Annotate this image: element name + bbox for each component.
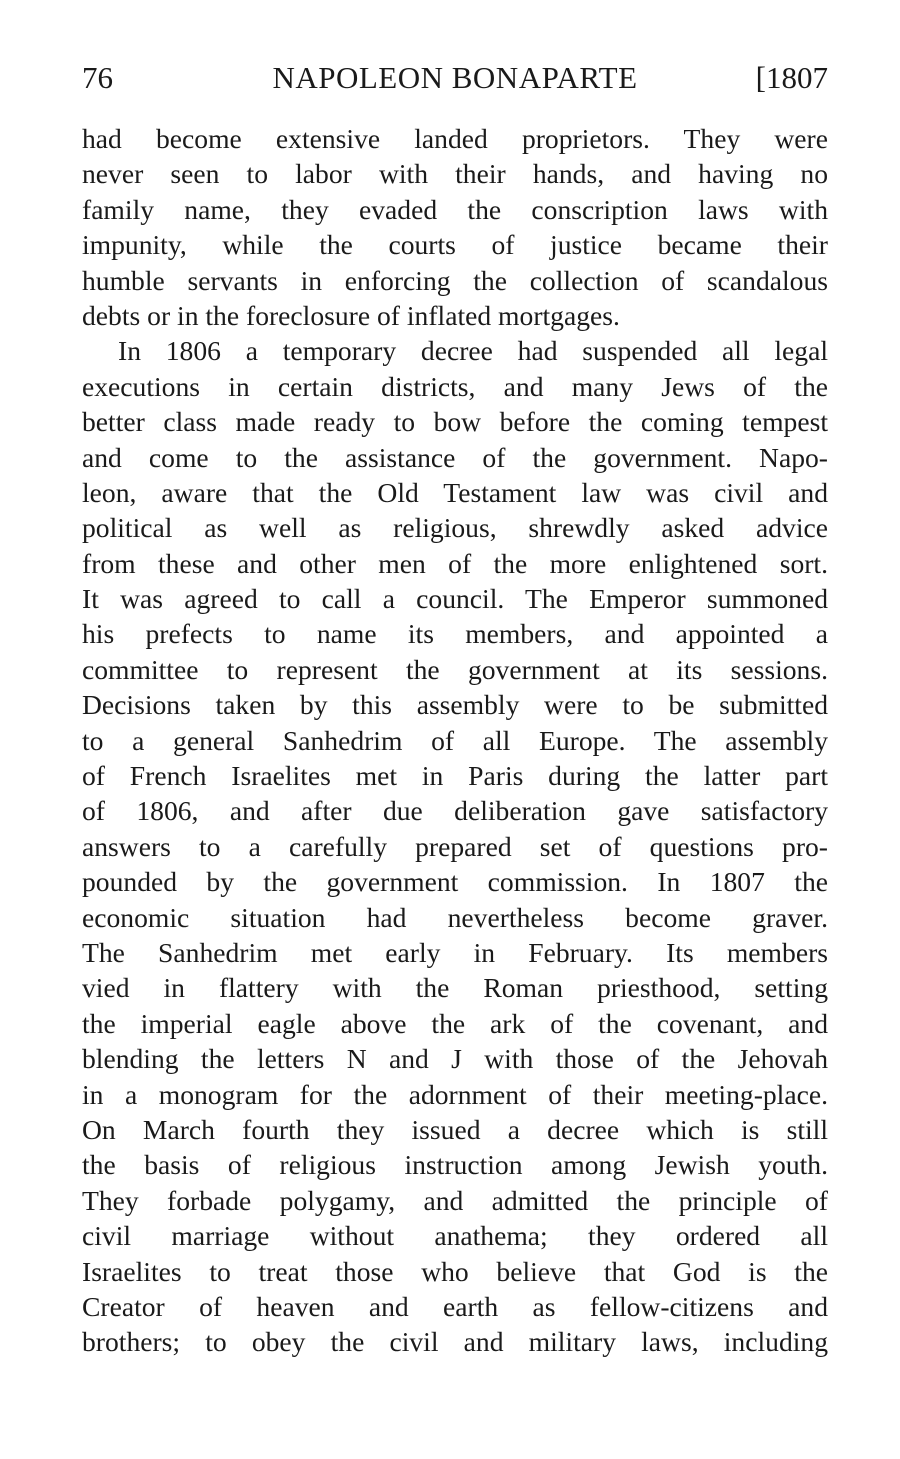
body-text [82,121,828,1360]
text-line: blending the letters N and J with those of the Jehovah [82,1043,828,1075]
text-line: debts or in the foreclosure of inflated mortgages. [82,299,620,331]
text-line: vied in flattery with the Roman priesthood, setting [82,972,828,1004]
text-line: humble servants in enforcing the collection of scandalous [82,264,828,296]
text-line: in a monogram for the adornment of their meeting-place. [82,1078,828,1110]
text-line: family name, they evaded the conscription laws with [82,193,828,225]
text-line: Creator of heaven and earth as fellow-citizens and [82,1290,828,1322]
text-line: impunity, while the courts of justice became their [82,229,828,261]
text-line: had become extensive landed proprietors. They were [82,123,828,154]
text-line: never seen to labor with their hands, and having no [82,158,828,190]
text-line: pounded by the government commission. In 1807 the [82,866,828,898]
text-line: his prefects to name its members, and appointed a [82,618,828,650]
text-line: In 1806 a temporary decree had suspended all legal [118,335,828,367]
text-line: The Sanhedrim met early in February. Its members [82,936,828,968]
text-line: executions in certain districts, and many Jews of the [82,370,828,402]
running-header [82,58,828,98]
text-line: Israelites to treat those who believe that God is the [82,1255,828,1287]
text-line: Decisions taken by this assembly were to be submitted [82,689,828,721]
text-line: of French Israelites met in Paris during the latter part [82,760,828,792]
text-line: It was agreed to call a council. The Emperor summoned [82,583,828,615]
text-line: They forbade polygamy, and admitted the principle of [82,1184,828,1216]
text-line: political as well as religious, shrewdly asked advice [82,512,828,544]
page-number: 76 [82,60,113,95]
text-line: from these and other men of the more enlightened sort. [82,547,828,579]
text-line: to a general Sanhedrim of all Europe. The assembly [82,724,828,756]
text-line: and come to the assistance of the government. Napo- [82,441,828,473]
running-title: NAPOLEON BONAPARTE [272,60,638,95]
text-line: the basis of religious instruction among Jewish youth. [82,1149,828,1181]
text-line: civil marriage without anathema; they ordered all [82,1220,828,1252]
header-year: [1807 [755,60,828,95]
text-line: brothers; to obey the civil and military laws, including [82,1326,828,1358]
text-line: answers to a carefully prepared set of questions pro- [82,830,828,862]
text-line: leon, aware that the Old Testament law was civil and [82,476,828,508]
text-line: better class made ready to bow before the coming tempest [82,406,828,438]
text-line: the imperial eagle above the ark of the covenant, and [82,1007,828,1039]
text-line: On March fourth they issued a decree which is still [82,1113,828,1145]
text-line: committee to represent the government at its sessions. [82,653,828,685]
text-line: economic situation had nevertheless become graver. [82,901,828,933]
text-line: of 1806, and after due deliberation gave satisfactory [82,795,828,827]
